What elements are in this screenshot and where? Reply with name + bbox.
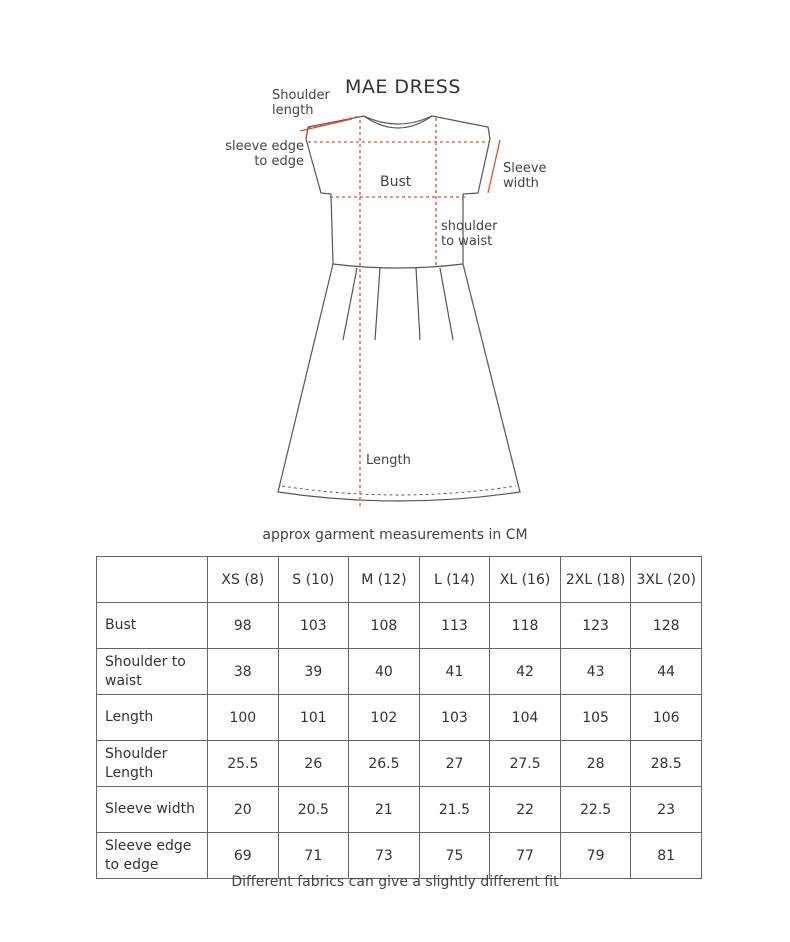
row-label: Sleeve width bbox=[97, 787, 208, 833]
table-cell: 26.5 bbox=[349, 741, 420, 787]
table-cell: 20 bbox=[208, 787, 279, 833]
table-cell: 40 bbox=[349, 649, 420, 695]
table-cell: 81 bbox=[631, 833, 702, 879]
label-shoulder-to-waist: shoulder to waist bbox=[441, 219, 498, 249]
table-cell: 108 bbox=[349, 603, 420, 649]
table-cell: 69 bbox=[208, 833, 279, 879]
table-cell: 43 bbox=[560, 649, 631, 695]
column-header: 2XL (18) bbox=[560, 557, 631, 603]
table-row bbox=[97, 603, 702, 649]
row-label: Length bbox=[97, 695, 208, 741]
table-cell: 44 bbox=[631, 649, 702, 695]
column-header: S (10) bbox=[278, 557, 349, 603]
table-cell: 21.5 bbox=[419, 787, 490, 833]
table-cell: 28 bbox=[560, 741, 631, 787]
table-cell: 22.5 bbox=[560, 787, 631, 833]
label-length: Length bbox=[366, 453, 411, 468]
waist-seam bbox=[333, 264, 463, 268]
table-cell: 106 bbox=[631, 695, 702, 741]
table-cell: 75 bbox=[419, 833, 490, 879]
caption: approx garment measurements in CM bbox=[262, 527, 528, 543]
table-cell: 100 bbox=[208, 695, 279, 741]
footer-note: Different fabrics can give a slightly different fit bbox=[231, 874, 559, 890]
table-cell: 21 bbox=[349, 787, 420, 833]
label-shoulder-length: Shoulder length bbox=[272, 88, 330, 118]
shoulder-length-leader bbox=[300, 119, 352, 131]
label-bust: Bust bbox=[380, 174, 412, 190]
table-cell: 103 bbox=[278, 603, 349, 649]
label-sleeve-edge: sleeve edge to edge bbox=[225, 139, 304, 169]
column-header: 3XL (20) bbox=[631, 557, 702, 603]
table-cell: 26 bbox=[278, 741, 349, 787]
row-label: Bust bbox=[97, 603, 208, 649]
table-cell: 71 bbox=[278, 833, 349, 879]
hem-stitch bbox=[282, 486, 516, 495]
pleat bbox=[440, 268, 453, 340]
table-cell: 79 bbox=[560, 833, 631, 879]
table-cell: 39 bbox=[278, 649, 349, 695]
table-cell: 103 bbox=[419, 695, 490, 741]
table-cell: 28.5 bbox=[631, 741, 702, 787]
size-table bbox=[96, 556, 702, 879]
diagram-title: MAE DRESS bbox=[345, 76, 461, 98]
table-cell: 22 bbox=[490, 787, 561, 833]
table-cell: 113 bbox=[419, 603, 490, 649]
row-label: Shoulder Length bbox=[97, 741, 208, 787]
table-cell: 77 bbox=[490, 833, 561, 879]
table-cell: 38 bbox=[208, 649, 279, 695]
column-header: M (12) bbox=[349, 557, 420, 603]
column-header: XL (16) bbox=[490, 557, 561, 603]
table-row bbox=[97, 695, 702, 741]
table-row bbox=[97, 741, 702, 787]
neckline bbox=[364, 116, 432, 124]
table-cell: 104 bbox=[490, 695, 561, 741]
table-cell: 101 bbox=[278, 695, 349, 741]
table-cell: 27.5 bbox=[490, 741, 561, 787]
table-cell: 123 bbox=[560, 603, 631, 649]
table-row bbox=[97, 833, 702, 879]
table-cell: 102 bbox=[349, 695, 420, 741]
table-cell: 27 bbox=[419, 741, 490, 787]
table-cell: 128 bbox=[631, 603, 702, 649]
table-cell: 105 bbox=[560, 695, 631, 741]
row-label: Sleeve edge to edge bbox=[97, 833, 208, 879]
pleat bbox=[343, 268, 357, 340]
row-label: Shoulder to waist bbox=[97, 649, 208, 695]
table-cell: 25.5 bbox=[208, 741, 279, 787]
table-cell: 98 bbox=[208, 603, 279, 649]
table-cell: 41 bbox=[419, 649, 490, 695]
table-cell: 20.5 bbox=[278, 787, 349, 833]
pleat bbox=[375, 268, 380, 340]
table-cell: 23 bbox=[631, 787, 702, 833]
label-sleeve-width: Sleeve width bbox=[503, 161, 547, 191]
table-header-row bbox=[97, 557, 702, 603]
table-cell: 73 bbox=[349, 833, 420, 879]
sleeve-width-leader bbox=[488, 140, 500, 193]
table-row bbox=[97, 787, 702, 833]
column-header: XS (8) bbox=[208, 557, 279, 603]
table-corner-cell bbox=[97, 557, 208, 603]
table-cell: 42 bbox=[490, 649, 561, 695]
table-cell: 118 bbox=[490, 603, 561, 649]
pleat bbox=[416, 268, 420, 340]
column-header: L (14) bbox=[419, 557, 490, 603]
table-row bbox=[97, 649, 702, 695]
